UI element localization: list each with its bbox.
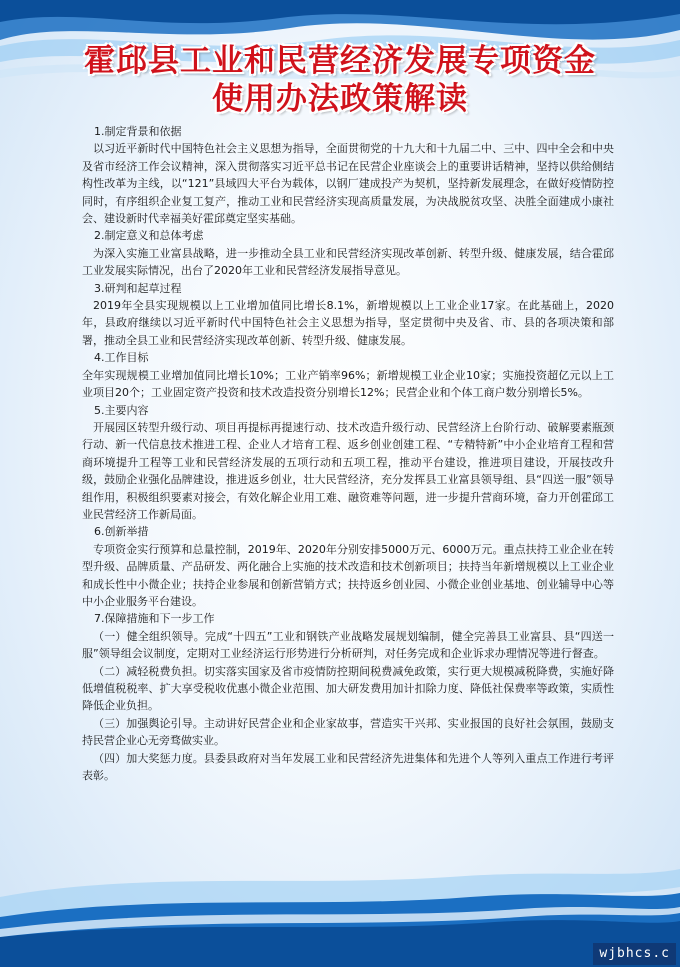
section-paragraph: （三）加强舆论引导。主动讲好民营企业和企业家故事，营造实干兴邦、实业报国的良好社会氛围，鼓励支持民营企业心无旁骛做实业。 xyxy=(82,716,614,748)
bottom-wave-decoration xyxy=(0,857,680,967)
policy-content xyxy=(82,123,614,784)
section-heading-background: 1.制定背景和依据 xyxy=(94,125,182,138)
section-paragraph: （一）健全组织领导。完成“十四五”工业和钢铁产业战略发展规划编制，健全完善县工业富县、县“四送一服”领导组会议制度，定期对工业经济运行形势进行分析研判，对任务完成和企业诉求办理情况等进行督查。 xyxy=(82,629,614,661)
section-paragraph: （四）加大奖惩力度。县委县政府对当年发展工业和民营经济先进集体和先进个人等列入重点工作进行考评表彰。 xyxy=(82,751,614,783)
section-heading-significance: 2.制定意义和总体考虑 xyxy=(94,229,204,243)
section-paragraph: （二）减轻税费负担。切实落实国家及省市疫情防控期间税费减免政策，实行更大规模减税降费，实施好降低增值税税率、扩大享受税收优惠小微企业范围、加大研发费用加计扣除力度、降低社保费率等政策，实质性降低企业负担。 xyxy=(82,664,614,713)
section-heading-safeguards: 7.保障措施和下一步工作 xyxy=(94,612,215,626)
section-paragraph: 2019年全县实现规模以上工业增加值同比增长8.1%，新增规模以上工业企业17家。在此基础上，2020年，县政府继续以习近平新时代中国特色社会主义思想为指导，坚定贯彻中央及省、市、县的各项决策和部署，推动全县工业和民营经济实现改革创新、转型升级、健康发展。 xyxy=(82,299,614,347)
title-line-1: 霍邱县工业和民营经济发展专项资金 xyxy=(84,43,596,79)
section-heading-drafting: 3.研判和起草过程 xyxy=(94,281,182,295)
page-title xyxy=(0,42,680,118)
section-paragraph: 全年实现规模工业增加值同比增长10%；工业产销率96%；新增规模工业企业10家；实施投资超亿元以上工业项目20个；工业固定资产投资和技术改造投资分别增长12%；民营企业和个体工商户数分别增长5%。 xyxy=(82,368,614,400)
section-paragraph: 开展园区转型升级行动、项目再提标再提速行动、技术改造升级行动、民营经济上台阶行动、破解要素瓶颈行动、新一代信息技术推进工程、企业人才培育工程、返乡创业创建工程、“专精特新”中小企业培育工程和营商环境提升工程等工业和民营经济发展的五项行动和五项工程，推动平台建设，推进项目建设，开展技改升级，鼓励企业强化品牌建设，推进返乡创业，壮大民营经济，充分发挥县工业富县领导组、县“四送一服”领导组作用，积极组织要素对接会，有效化解企业用工难、融资难等问题，进一步提升营商环境，奋力开创霍邱工业民营经济工作新局面。 xyxy=(82,420,614,521)
section-heading-goals: 4.工作目标 xyxy=(94,351,149,365)
section-paragraph: 专项资金实行预算和总量控制，2019年、2020年分别安排5000万元、6000万元。重点扶持工业企业在转型升级、品牌质量、产品研发、两化融合上实施的技术改造和技术创新项目；扶持当年新增规模以上工业企业和成长性中小微企业；扶持企业参展和创新营销方式；扶持返乡创业园、小微企业创业基地、创业辅导中心等中小企业服务平台建设。 xyxy=(82,542,614,608)
site-watermark: wjbhcs.c xyxy=(593,943,676,965)
section-heading-innovation: 6.创新举措 xyxy=(94,525,149,539)
section-paragraph: 以习近平新时代中国特色社会主义思想为指导，全面贯彻党的十九大和十九届二中、三中、四中全会和中央及省市经济工作会议精神，深入贯彻落实习近平总书记在民营企业座谈会上的重要讲话精神，坚持以供给侧结构性改革为主线，以“121”县域四大平台为载体，以钢厂建成投产为契机，坚持新发展理念，在做好疫情防控同时，有序组织企业复工复产，推动工业和民营经济实现高质量发展，为决战脱贫攻坚、决胜全面建成小康社会、建设新时代幸福美好霍邱奠定坚实基础。 xyxy=(82,142,614,226)
title-line-2: 使用办法政策解读 xyxy=(212,81,468,117)
section-heading-main-content: 5.主要内容 xyxy=(94,403,149,417)
section-paragraph: 为深入实施工业富县战略，进一步推动全县工业和民营经济实现改革创新、转型升级、健康发展，结合霍邱工业发展实际情况，出台了2020年工业和民营经济发展指导意见。 xyxy=(82,246,614,278)
